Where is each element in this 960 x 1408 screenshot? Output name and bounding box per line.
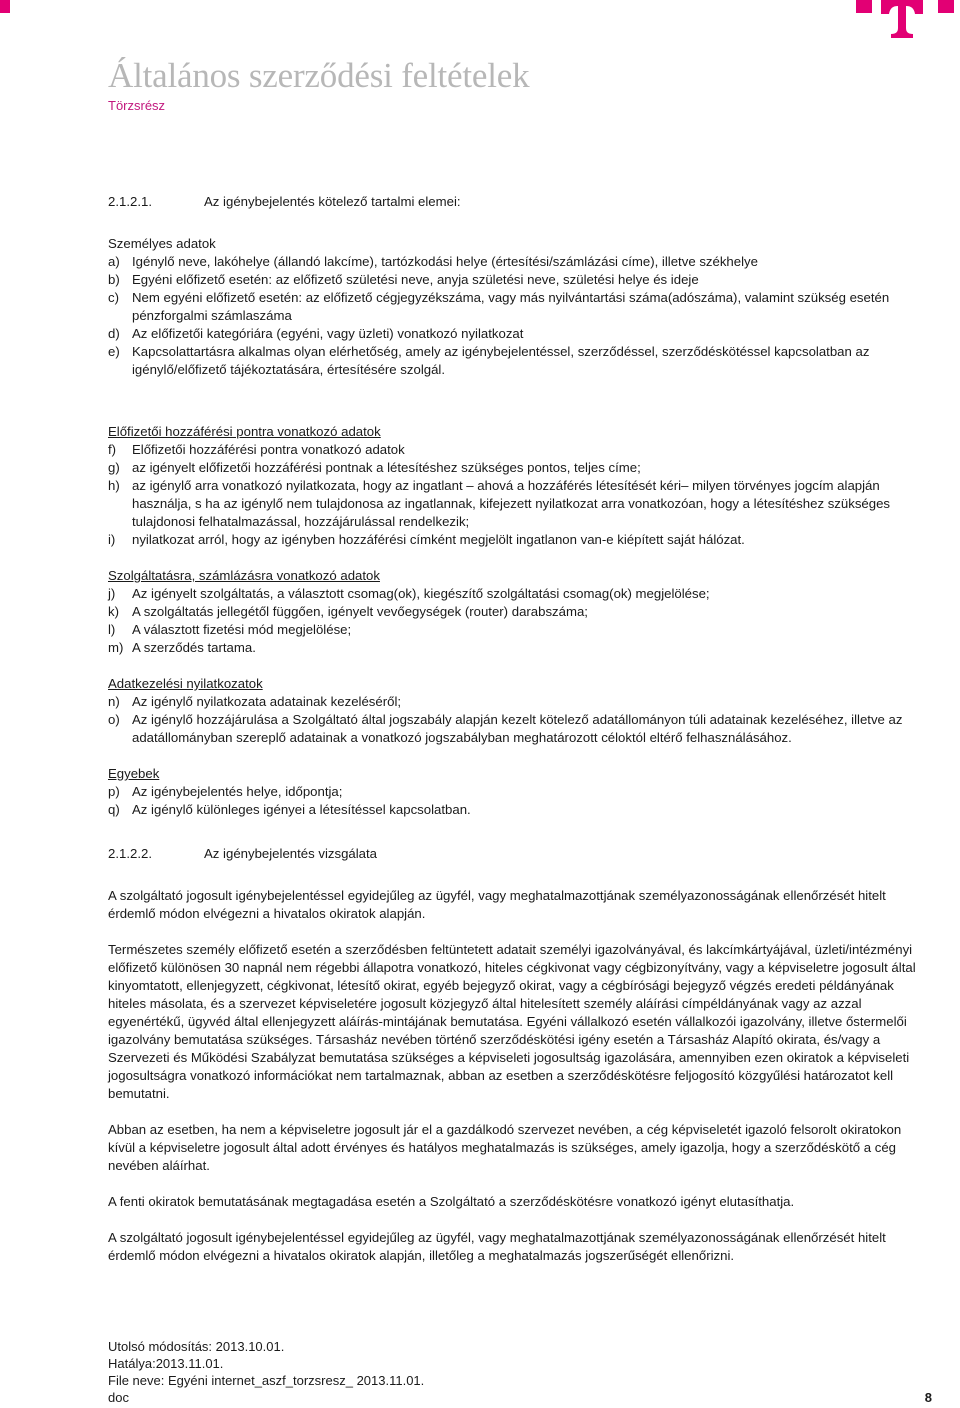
item-letter: p) [108,784,120,799]
access-point-title: Előfizetői hozzáférési pontra vonatkozó adatok [108,424,381,439]
item-letter: j) [108,586,116,601]
item-letter: h) [108,478,120,493]
list-item [108,801,928,819]
item-letter: d) [108,326,120,341]
item-letter: l) [108,622,116,637]
footer-extension: doc [108,1390,129,1405]
item-text: nyilatkozat arról, hogy az igényben hozzáférési címként megjelölt ingatlanon van-e kiépített saját hálózat. [132,532,745,547]
item-text: Egyéni előfizető esetén: az előfizető születési neve, anyja születési neve, születési helye és ideje [132,272,699,287]
item-text: Az igényelt szolgáltatás, a választott csomag(ok), kiegészítő szolgáltatási csomag(ok) megjelölése; [132,586,710,601]
billing-title: Szolgáltatásra, számlázásra vonatkozó adatok [108,568,380,583]
paragraph-identity-check-legality: A szolgáltató jogosult igénybejelentéssel egyidejűleg az ügyfél, vagy meghatalmazottjának személyazonosságának ellenőrzését hitelt érdemlő módon elvégezni a hivatalos okiratok alapján, illetőleg a meghatalmazás jogszerűségét ellenőrizni. [108,1230,886,1263]
item-text: Az igénybejelentés helye, időpontja; [132,784,343,799]
item-text: Nem egyéni előfizető esetén: az előfizető cégjegyzékszáma, vagy más nyilvántartási száma(adószáma), valamint szükség esetén pénzforgalmi számlaszáma [132,290,890,323]
section-heading-text: Az igénybejelentés kötelező tartalmi elemei: [204,194,461,209]
item-text: A választott fizetési mód megjelölése; [132,622,352,637]
list-item [108,325,928,343]
item-text: Az előfizetői kategóriára (egyéni, vagy üzleti) vonatkozó nyilatkozat [132,326,524,341]
page-number: 8 [924,1390,932,1405]
data-processing-list [108,693,928,747]
list-item [108,531,928,549]
item-letter: g) [108,460,120,475]
item-text: Az igénylő nyilatkozata adatainak kezeléséről; [132,694,402,709]
item-letter: o) [108,712,120,727]
item-letter: k) [108,604,119,619]
logo-dot-2 [856,0,872,13]
item-text: Az igénylő hozzájárulása a Szolgáltató által jogszabály alapján kezelt kötelező adatállományon túli adatainak kezeléséhez, illetve az adatállományban szereplő adatainak a vonatkozó jogszabályban meghatározott céloktól eltérő felhasználásához. [132,712,903,745]
item-text: Előfizetői hozzáférési pontra vonatkozó adatok [132,442,405,457]
item-letter: c) [108,290,119,305]
footer-modified: Utolsó módosítás: 2013.10.01. [108,1339,285,1354]
telekom-t-logo [0,0,960,40]
item-letter: n) [108,694,120,709]
section-number: 2.1.2.2. [108,846,152,861]
item-text: A szolgáltatás jellegétől függően, igényelt vevőegységek (router) darabszáma; [132,604,588,619]
list-item [108,459,928,477]
item-text: Igénylő neve, lakóhelye (állandó lakcíme), tartózkodási helye (értesítési/számlázási címe), illetve székhelye [132,254,758,269]
footer-filename: File neve: Egyéni internet_aszf_torzsresz_ 2013.11.01. [108,1373,425,1388]
item-text: az igénylő arra vonatkozó nyilatkozata, hogy az ingatlant – ahová a hozzáférés létesítését kéri– milyen törvényes jogcím alapján használja, s ha az igénylő nem tulajdonosa az ingatlannak, kifejezett nyilatkozat arra vonatkozóan, hogy a létesítéshez szükséges tulajdonosi felhatalmazással, hozzájárulással rendelkezik; [132,478,891,529]
telekom-t-logo-icon [0,0,960,40]
personal-data-title: Személyes adatok [108,236,216,251]
item-letter: e) [108,344,120,359]
section-heading-text: Az igénybejelentés vizsgálata [204,846,378,861]
logo-dot-3 [938,0,954,13]
list-item [108,343,928,379]
paragraph-authorization: Abban az esetben, ha nem a képviseletre jogosult jár el a gazdálkodó szervezet nevében, a cég képviseletét igazoló felsorolt okiratokon kívül a képviseletre jogosult által adott érvényes és hatályos meghatalmazás is szükséges, amely igazolja, hogy a szerződéskötő a cég nevében aláírhat. [108,1122,902,1173]
list-item [108,711,928,747]
access-point-list [108,441,928,549]
list-item [108,289,928,325]
item-letter: f) [108,442,117,457]
item-letter: i) [108,532,116,547]
section-heading-2-1-2-1 [108,193,928,211]
section-heading-2-1-2-2 [108,845,928,863]
page-footer [108,1338,932,1406]
item-text: Az igénylő különleges igényei a létesítéssel kapcsolatban. [132,802,471,817]
footer-last-row [108,1389,932,1406]
list-item [108,783,928,801]
list-item [108,585,928,603]
logo-t-glyph [881,0,923,38]
data-processing-title: Adatkezelési nyilatkozatok [108,676,263,691]
billing-list [108,585,928,657]
list-item [108,639,928,657]
paragraph-refusal: A fenti okiratok bemutatásának megtagadása esetén a Szolgáltató a szerződéskötésre vonatkozó igényt elutasíthatja. [108,1194,795,1209]
document-body [108,193,928,1265]
item-letter: q) [108,802,120,817]
list-item [108,603,928,621]
document-subtitle: Törzsrész [108,98,166,113]
item-text: A szerződés tartama. [132,640,256,655]
document-title: Általános szerződési feltételek [108,56,530,95]
list-item [108,441,928,459]
other-title: Egyebek [108,766,160,781]
item-letter: b) [108,272,120,287]
other-list [108,783,928,819]
item-text: az igényelt előfizetői hozzáférési pontnak a létesítéshez szükséges pontos, teljes címe; [132,460,641,475]
personal-data-list [108,253,928,379]
list-item [108,693,928,711]
list-item [108,253,928,271]
section-number: 2.1.2.1. [108,194,152,209]
item-text: Kapcsolattartásra alkalmas olyan elérhetőség, amely az igénybejelentéssel, szerződéssel, szerződéskötéssel kapcsolatban az igénylő/előfizető tájékoztatására, értesítésére szolgál. [132,344,870,377]
footer-effective: Hatálya:2013.11.01. [108,1356,224,1371]
item-letter: m) [108,640,124,655]
item-letter: a) [108,254,120,269]
paragraph-required-documents: Természetes személy előfizető esetén a szerződésben feltüntetett adatait személyi igazolványával, és lakcímkártyájával, üzleti/intézményi előfizető különösen 30 napnál nem régebbi állapotra vonatkozó, hiteles cégkivonat vagy cégbizonyítvány, vagy a képviseletre jogosult által kinyomtatott, ellenjegyzett, cégkivonat, létesítő okirat, egyéb bejegyző okirat, vagy a cégbírósági bejegyző végzés eredeti példányának hiteles másolata, és a szervezet képviseletére jogosult közjegyző által hitelesített személy aláírási címpéldányának vagy az azzal egyenértékű, ügyvéd által ellenjegyzett aláírás-mintájának bemutatása. Egyéni vállalkozó esetén vállalkozói igazolvány, illetve őstermelői igazolvány bemutatása szükséges. Társasház nevében történő szerződéskötési igény esetén a Társasház Alapító okirata, és/vagy a Szervezeti és Működési Szabályzat bemutatása szükséges a képviseleti jogosultság igazolására, amennyiben ezen okiratok a képviseleti jogosultságra vonatkozó információkat nem tartalmaznak, abban az esetben a szerződéskötésre feljogosító közgyűlési határozatot kell bemutatni. [108,942,916,1101]
paragraph-identity-check: A szolgáltató jogosult igénybejelentéssel egyidejűleg az ügyfél, vagy meghatalmazottjának személyazonosságának ellenőrzését hitelt érdemlő módon elvégezni a hivatalos okiratok alapján. [108,888,886,921]
list-item [108,621,928,639]
logo-dot-1 [0,0,10,13]
list-item [108,477,928,531]
list-item [108,271,928,289]
